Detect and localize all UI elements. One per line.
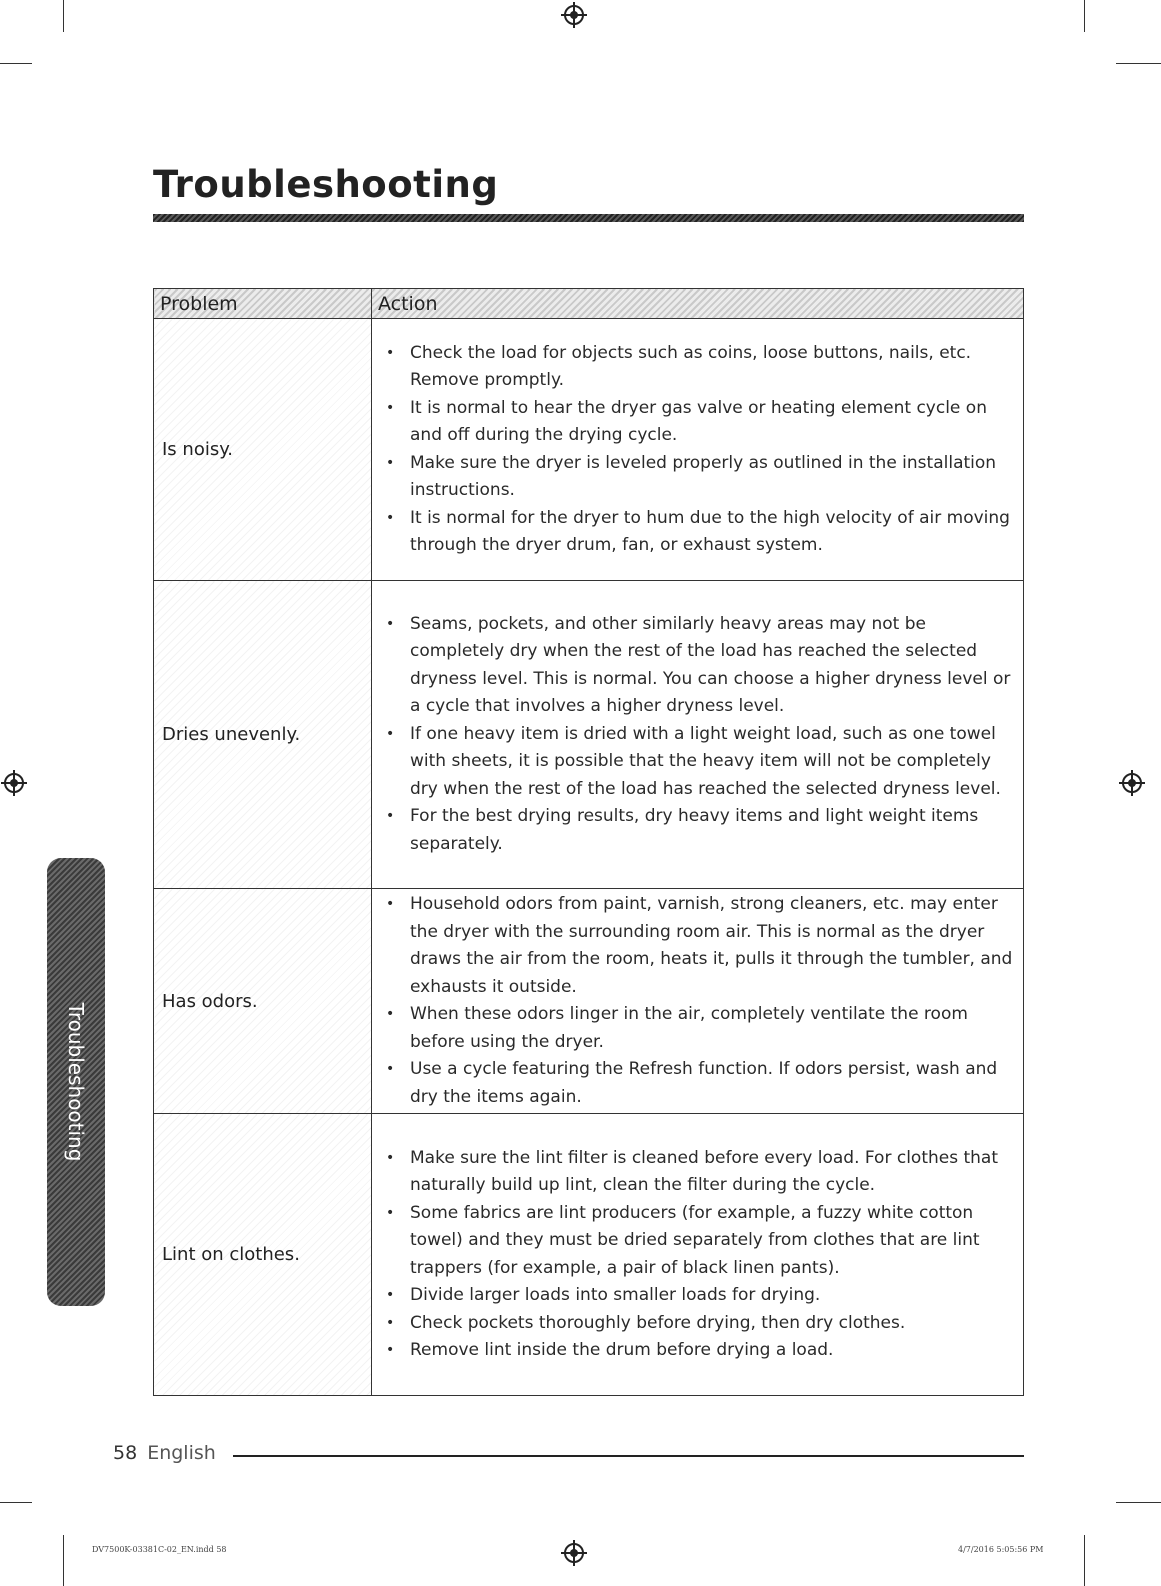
side-tab-label: Troubleshooting	[64, 1002, 88, 1162]
crop-mark	[0, 63, 32, 64]
page-title: Troubleshooting	[153, 163, 499, 206]
action-item: • Some fabrics are lint producers (for example, a fuzzy white cotton towel) and they must be dried separately from clothes that are lint trappers (for example, a pair of black linen pants).	[382, 1200, 1015, 1283]
print-slug-file: DV7500K-03381C-02_EN.indd 58	[92, 1545, 227, 1554]
action-cell	[372, 1114, 1024, 1396]
crop-mark	[1084, 0, 1085, 32]
print-slug-date: 4/7/2016 5:05:56 PM	[958, 1545, 1044, 1554]
action-item: • Use a cycle featuring the Refresh function. If odors persist, wash and dry the items again.	[382, 1056, 1015, 1111]
page-number: 58	[113, 1442, 138, 1464]
problem-column-header: Problem	[154, 289, 372, 319]
action-item: • Check pockets thoroughly before drying, then dry clothes.	[382, 1310, 1015, 1338]
action-item: • It is normal for the dryer to hum due to the high velocity of air moving through the dryer drum, fan, or exhaust system.	[382, 505, 1015, 560]
problem-cell: Lint on clothes.	[154, 1114, 372, 1396]
action-cell	[372, 889, 1024, 1114]
table-row	[154, 319, 1024, 581]
action-cell	[372, 319, 1024, 581]
section-side-tab	[47, 858, 105, 1306]
crop-mark	[1084, 1535, 1085, 1586]
crop-mark	[63, 1535, 64, 1586]
action-item: • When these odors linger in the air, completely ventilate the room before using the dryer.	[382, 1001, 1015, 1056]
registration-mark-icon	[4, 773, 24, 793]
registration-mark-icon	[1122, 773, 1142, 793]
action-item: • Make sure the lint filter is cleaned before every load. For clothes that naturally build up lint, clean the filter during the cycle.	[382, 1145, 1015, 1200]
action-column-header: Action	[372, 289, 1024, 319]
table-row	[154, 1114, 1024, 1396]
action-item: • Household odors from paint, varnish, strong cleaners, etc. may enter the dryer with the surrounding room air. This is normal as the dryer draws the air from the room, heats it, pulls it through the tumbler, and exhausts it outside.	[382, 891, 1015, 1001]
action-item: • It is normal to hear the dryer gas valve or heating element cycle on and off during the drying cycle.	[382, 395, 1015, 450]
table-row	[154, 581, 1024, 889]
action-item: • Divide larger loads into smaller loads for drying.	[382, 1282, 1015, 1310]
registration-mark-icon	[564, 5, 584, 25]
problem-cell: Dries unevenly.	[154, 581, 372, 889]
registration-mark-icon	[564, 1543, 584, 1563]
action-item: • Remove lint inside the drum before drying a load.	[382, 1337, 1015, 1365]
troubleshooting-table	[153, 288, 1024, 1396]
problem-cell: Is noisy.	[154, 319, 372, 581]
footer-rule	[233, 1455, 1024, 1457]
title-rule	[153, 214, 1024, 222]
action-item: • Make sure the dryer is leveled properly as outlined in the installation instructions.	[382, 450, 1015, 505]
action-cell	[372, 581, 1024, 889]
problem-cell: Has odors.	[154, 889, 372, 1114]
crop-mark	[1116, 1502, 1161, 1503]
crop-mark	[63, 0, 64, 32]
page-footer	[113, 1442, 216, 1464]
action-list	[382, 611, 1015, 859]
action-list	[382, 891, 1015, 1111]
footer-language: English	[147, 1442, 216, 1464]
action-item: • Seams, pockets, and other similarly heavy areas may not be completely dry when the rest of the load has reached the selected dryness level. This is normal. You can choose a higher dryness level or a cycle that involves a higher dryness level.	[382, 611, 1015, 721]
crop-mark	[1116, 63, 1161, 64]
action-item: • If one heavy item is dried with a light weight load, such as one towel with sheets, it is possible that the heavy item will not be completely dry when the rest of the load has reached the selected dryness level.	[382, 721, 1015, 804]
crop-mark	[0, 1502, 32, 1503]
table-header-row	[154, 289, 1024, 319]
action-item: • Check the load for objects such as coins, loose buttons, nails, etc. Remove promptly.	[382, 340, 1015, 395]
action-list	[382, 1145, 1015, 1365]
table-row	[154, 889, 1024, 1114]
action-list	[382, 340, 1015, 560]
action-item: • For the best drying results, dry heavy items and light weight items separately.	[382, 803, 1015, 858]
